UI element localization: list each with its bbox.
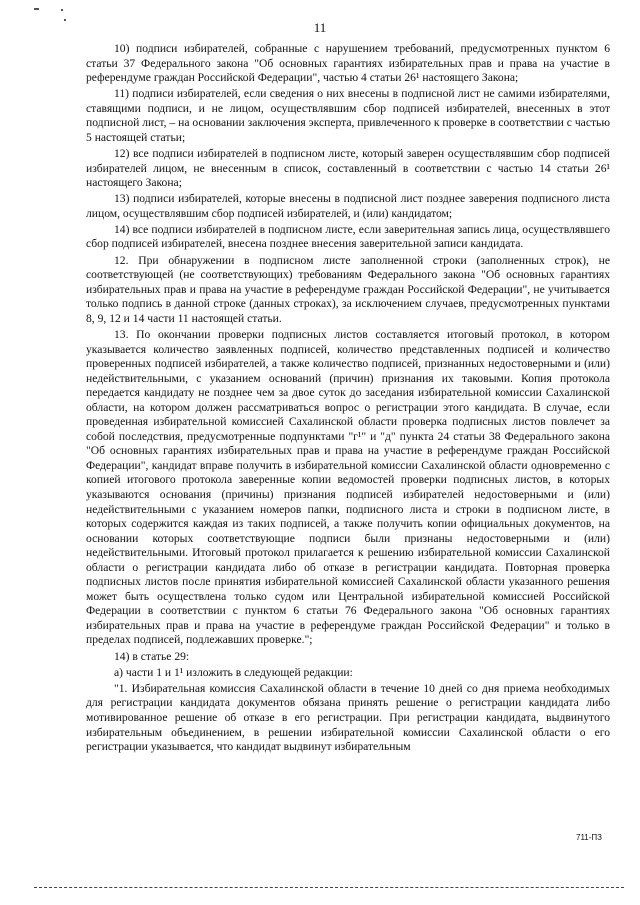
paragraph-part-12: 12. При обнаружении в подписном листе заполненной строки (заполненных строк), не соответствующей (не соответствующих) требованиям Федерального закона "Об основных гарантиях избирательных прав и права на участие в референдуме граждан Российской Федерации", не учитывается только подпись в данной строке (данных строках), за исключением случаев, предусмотренных пунктами 8, 9, 12 и 14 части 11 настоящей статьи.: [86, 253, 610, 325]
document-code: 711-ПЗ: [576, 833, 602, 842]
paragraph-item-11: 11) подписи избирателей, если сведения о них внесены в подписной лист не самими избирателями, ставящими подписи, и не лицом, осуществлявшим сбор подписей избирателей, внесенных в этот подписной лист, – на основании заключения эксперта, привлеченного к проверке в соответствии с частью 5 настоящей статьи;: [86, 87, 610, 144]
paragraph-item-10: 10) подписи избирателей, собранные с нарушением требований, предусмотренных пунктом 6 статьи 37 Федерального закона "Об основных гарантиях избирательных прав и права на участие в референдуме граждан Российской Федерации", частью 4 статьи 26¹ настоящего Закона;: [86, 42, 610, 85]
scan-mark: [34, 8, 39, 10]
scan-mark: [61, 9, 63, 11]
paragraph-item-14: 14) все подписи избирателей в подписном листе, если заверительная запись лица, осуществлявшего сбор подписей избирателей, внесена позднее внесения заверительной записи кандидата.: [86, 222, 610, 251]
paragraph-part-13: 13. По окончании проверки подписных листов составляется итоговый протокол, в котором указывается количество заявленных подписей, количество представленных подписей и количество проверенных подписей избирателей, а также количество подписей, признанных недостоверными и (или) недействительными, с указанием оснований (причин) признания их таковыми. Копия протокола передается кандидату не позднее чем за двое суток до заседания избирательной комиссии Сахалинской области, на котором должен рассматриваться вопрос о регистрации этого кандидата. В случае, если проведенная избирательной комиссией Сахалинской области проверка подписных листов повлечет за собой последствия, предусмотренные подпунктами "г¹" и "д" пункта 24 статьи 38 Федерального закона "Об основных гарантиях избирательных прав и права на участие в референдуме граждан Российской Федерации", кандидат вправе получить в избирательной комиссии Сахалинской области одновременно с копией итогового протокола заверенные копии ведомостей проверки подписных листов, в которых указываются основания (причины) признания подписей избирателей недостоверными и (или) недействительными с указанием номеров папки, подписного листа и строки в подписном листе, в которых содержится каждая из таких подписей, а также получить копии официальных документов, на основании которых соответствующие подписи были признаны недостоверными и (или) недействительными. Итоговый протокол прилагается к решению избирательной комиссии Сахалинской области о регистрации кандидата либо об отказе в регистрации кандидата. Повторная проверка подписных листов после принятия избирательной комиссией Сахалинской области указанного решения может быть осуществлена только судом или Центральной избирательной комиссией Российской Федерации в соответствии с пунктом 6 статьи 76 Федерального закона "Об основных гарантиях избирательных прав и права на участие в референдуме граждан Российской Федерации" и только в пределах подписей, подлежавших проверке.";: [86, 327, 610, 647]
scan-mark: [64, 19, 66, 21]
document-body: [86, 42, 610, 756]
page-number: 11: [313, 20, 327, 35]
paragraph-subitem-a: а) части 1 и 1¹ изложить в следующей редакции:: [114, 665, 353, 679]
paragraph-new-part-1: "1. Избирательная комиссия Сахалинской области в течение 10 дней со дня приема необходимых для регистрации кандидата документов обязана принять решение о регистрации кандидата либо мотивированное решение об отказе в его регистрации. При регистрации кандидата, выдвинутого избирательным объединением, в решении избирательной комиссии Сахалинской области о его регистрации указывается, что кандидат выдвинут избирательным: [86, 681, 610, 754]
scan-edge-line: [34, 887, 624, 888]
paragraph-item-12: 12) все подписи избирателей в подписном листе, который заверен осуществлявшим сбор подписей избирателей лицом, не внесенным в список, составленный в соответствии с частью 14 статьи 26¹ настоящего Закона;: [86, 147, 610, 190]
paragraph-item-13: 13) подписи избирателей, которые внесены в подписной лист позднее заверения подписного листа лицом, осуществлявшим сбор подписей избирателей, и (или) кандидатом;: [86, 192, 610, 220]
paragraph-article-29: 14) в статье 29:: [114, 649, 190, 663]
